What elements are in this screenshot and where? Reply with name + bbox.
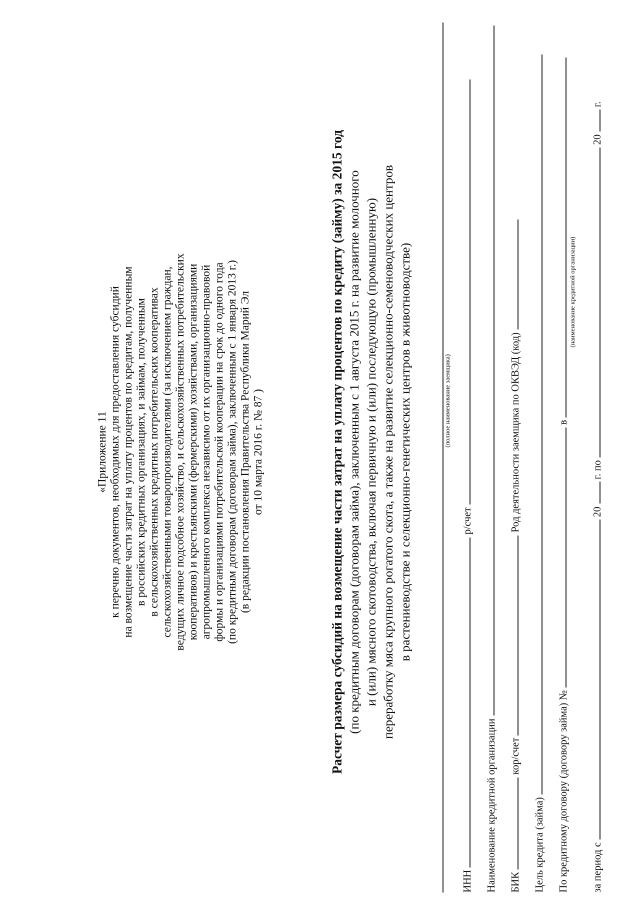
appendix-line: формы и организациями потребительской кооперации на срок до одного года bbox=[213, 262, 226, 642]
year-suffix: г. bbox=[592, 473, 604, 480]
appendix-line: к перечню документов, необходимых для предоставления субсидий bbox=[109, 286, 122, 618]
borrower-name-line bbox=[443, 23, 444, 893]
credit-org-row bbox=[483, 26, 498, 893]
hint-credit-org: (наименование кредитной организации) bbox=[569, 236, 577, 348]
title-line: в растениеводстве и селекционно-генетических центров в животноводстве) bbox=[397, 242, 413, 662]
okved-field[interactable] bbox=[507, 220, 519, 330]
title-main: Расчет размера субсидий на возмещение части затрат на уплату процентов по кредиту (займу) за 2015 год bbox=[329, 129, 345, 775]
bik-label: БИК bbox=[510, 871, 522, 893]
credit-org-label: Наименование кредитной организации bbox=[486, 718, 498, 893]
period-label: за период с bbox=[592, 842, 604, 893]
bik-field[interactable] bbox=[507, 777, 519, 869]
appendix-line: сельскохозяйственными товаропроизводителями (за исключением граждан, bbox=[161, 266, 174, 638]
rs-field[interactable] bbox=[459, 80, 471, 505]
inn-row bbox=[459, 80, 474, 893]
title-line: (по кредитным договорам (договорам займа), заключенным с 1 августа 2015 г. на развитие молочного bbox=[346, 170, 362, 734]
period-row bbox=[589, 101, 604, 892]
appendix-line: в сельскохозяйственных кредитных потребительских кооперативах bbox=[148, 287, 161, 617]
okved-label: Род деятельности заемщика по ОКВЭД (код) bbox=[510, 332, 522, 533]
rotated-content bbox=[1, 0, 640, 905]
inn-label: ИНН bbox=[462, 869, 474, 893]
contract-row bbox=[555, 57, 570, 892]
appendix-line: «Приложение 11 bbox=[96, 411, 109, 493]
credit-org-field[interactable] bbox=[483, 26, 495, 716]
contract-bank-field[interactable] bbox=[555, 57, 567, 417]
appendix-line: в российских кредитных организациях, и займам, полученным bbox=[135, 298, 148, 606]
appendix-line: кооперативов) и крестьянскими (фермерскими) хозяйствами, организациями bbox=[187, 263, 200, 641]
year-prefix: 20 bbox=[592, 506, 604, 518]
bik-row bbox=[507, 220, 522, 893]
hint-full-name: (полное наименование заемщика) bbox=[444, 354, 452, 448]
appendix-line: от 10 марта 2016 г. № 87 ) bbox=[252, 388, 265, 516]
appendix-line: (в редакции постановления Правительства Республики Марий Эл bbox=[239, 290, 252, 614]
title-line: переработку мяса крупного рогатого скота, а также на развитие селекционно-семеноводческих центров bbox=[380, 165, 396, 740]
po-label: по bbox=[592, 460, 604, 471]
contract-number-field[interactable] bbox=[555, 427, 567, 687]
ks-label: кор/счет bbox=[510, 737, 522, 775]
document-title bbox=[329, 10, 414, 895]
period-start-field[interactable] bbox=[589, 520, 601, 840]
appendix-line: (по кредитным договорам (договорам займа), заключенным с 1 января 2013 г.) bbox=[226, 260, 239, 644]
v-label: в bbox=[558, 419, 570, 425]
year-suffix: г. bbox=[592, 101, 604, 108]
purpose-label: Цель кредита (займа) bbox=[534, 797, 546, 893]
period-start-year-field[interactable] bbox=[589, 482, 601, 504]
appendix-header bbox=[97, 10, 266, 895]
appendix-line: агропромышленного комплекса независимо от их организационно-правовой bbox=[200, 264, 213, 640]
year-prefix: 20 bbox=[592, 134, 604, 145]
period-end-year-field[interactable] bbox=[589, 110, 601, 132]
contract-label: По кредитному договору (договору займа) № bbox=[558, 690, 570, 893]
appendix-line: ведущих личное подсобное хозяйство, и сельскохозяйственных потребительских bbox=[174, 253, 187, 651]
ks-field[interactable] bbox=[507, 535, 519, 735]
purpose-field[interactable] bbox=[531, 54, 543, 794]
period-end-field[interactable] bbox=[589, 147, 601, 457]
inn-field[interactable] bbox=[459, 537, 471, 867]
title-line: и (или) мясного скотоводства, включая первичную и (или) последующую (промышленную) bbox=[363, 197, 379, 707]
appendix-line: на возмещение части затрат на уплату процентов по кредитам, полученным bbox=[122, 266, 135, 638]
purpose-row bbox=[531, 54, 546, 892]
rs-label: р/счет bbox=[462, 507, 474, 535]
